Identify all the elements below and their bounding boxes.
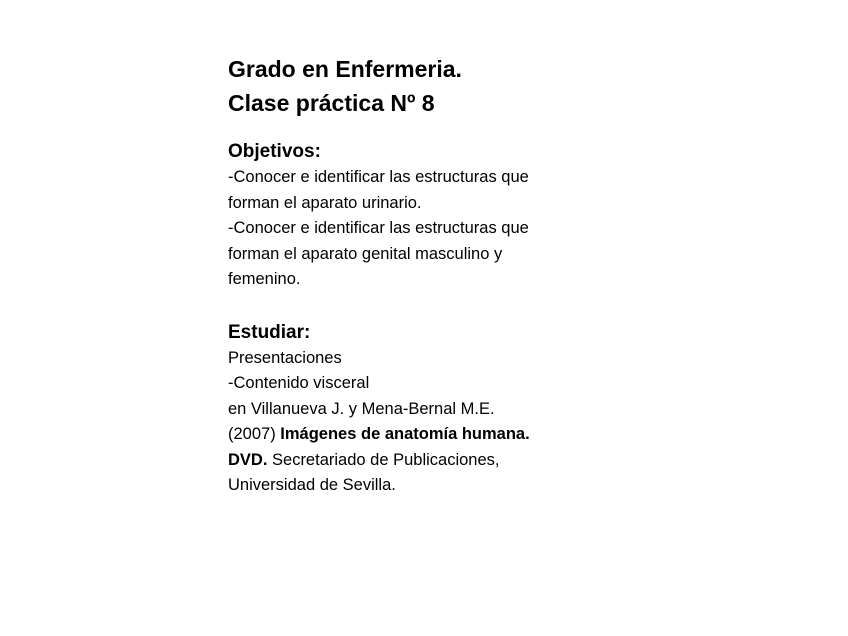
objetivos-line: forman el aparato urinario. [228,193,422,212]
reference-year: (2007) [228,425,281,443]
estudiar-line: Presentaciones [228,348,342,367]
title-line-2: Clase práctica Nº 8 [228,90,435,116]
reference-university: Universidad de Sevilla. [228,476,396,494]
spacer [228,120,648,139]
objetivos-line: femenino. [228,270,301,288]
objetivos-line: -Conocer e identificar las estructuras que [228,219,529,237]
reference-line-publisher [228,448,648,474]
objetivos-heading: Objetivos: [228,141,321,162]
estudiar-heading: Estudiar: [228,321,311,343]
reference-line-title [228,422,648,448]
reference-publisher: Secretariado de Publicaciones, [267,450,500,469]
reference-medium: DVD. [228,450,268,469]
objetivos-line: -Conocer e identificar las estructuras que [228,168,529,186]
reference-title: Imágenes de anatomía humana. [280,425,530,443]
estudiar-line: en Villanueva J. y Mena-Bernal M.E. [228,399,495,418]
estudiar-line: -Contenido visceral [228,374,370,392]
title-line-1: Grado en Enfermeria. [228,56,462,82]
objetivos-line: forman el aparato genital masculino y [228,244,503,263]
slide-content [228,52,648,499]
spacer [228,293,648,320]
